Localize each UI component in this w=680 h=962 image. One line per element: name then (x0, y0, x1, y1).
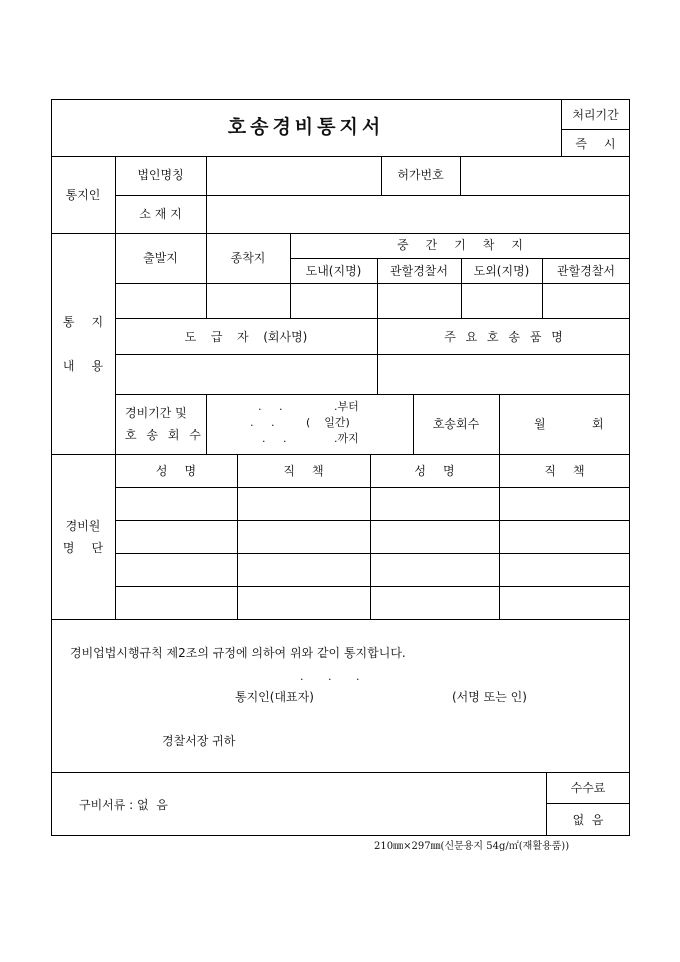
guard-position-header-1: 직 책 (283, 464, 324, 478)
subcontractor-field[interactable] (116, 355, 376, 393)
processing-period-label: 처리기간 (572, 108, 619, 122)
divider (546, 803, 630, 804)
divider (51, 233, 630, 234)
sign-label: (서명 또는 인) (452, 690, 527, 704)
corp-name-label: 법인명칭 (137, 168, 184, 182)
date-from-suffix: .부터 (334, 400, 359, 413)
divider (51, 156, 630, 157)
divider (115, 487, 630, 488)
declaration-statement: 경비업법시행규칙 제2조의 규정에 의하여 위와 같이 통지합니다. (70, 646, 406, 660)
notifier-section-label: 통지인 (65, 188, 101, 202)
date-from-dots: . . (258, 400, 283, 413)
notifier-rep-label: 통지인(대표자) (235, 690, 314, 704)
period-label-2: 호 송 회 수 (125, 428, 204, 442)
divider (115, 195, 630, 196)
divider (115, 553, 630, 554)
guard-name-header-2: 성 명 (414, 464, 455, 478)
form-title: 호송경비통지서 (227, 116, 385, 138)
divider (499, 394, 500, 454)
divider (370, 454, 371, 619)
declaration-date-dots: . . . (300, 670, 360, 683)
main-goods-label: 주 요 호 송 품 명 (444, 330, 563, 344)
destination-label: 종착지 (230, 251, 266, 265)
divider (51, 619, 630, 620)
date-to-dots: . . (262, 432, 287, 445)
in-province-label: 도내(지명) (305, 264, 362, 278)
fee-value: 없 음 (572, 813, 604, 827)
police-field-2[interactable] (543, 284, 629, 317)
guard-position-header-2: 직 책 (544, 464, 585, 478)
divider (561, 129, 630, 130)
divider (499, 454, 500, 619)
address-label: 소 재 지 (139, 207, 182, 221)
content-section-label-2: 내 용 (62, 359, 104, 373)
monthly-label: 월 (534, 417, 546, 431)
police-label-2: 관할경찰서 (557, 264, 615, 278)
out-province-field[interactable] (462, 284, 541, 317)
processing-period-value: 즉 시 (575, 137, 616, 151)
subcontractor-label: 도 급 자 (회사명) (184, 330, 308, 344)
destination-field[interactable] (207, 284, 289, 317)
guards-section-label-2: 명 단 (62, 541, 104, 555)
divider (115, 318, 630, 319)
paper-spec: 210㎜×297㎜(신문용지 54g/㎡(재활용품)) (374, 841, 570, 852)
guard-name-header-1: 성 명 (155, 464, 197, 478)
period-label-1: 경비기간 및 (125, 406, 187, 420)
divider (115, 586, 630, 587)
divider (460, 156, 461, 195)
divider (115, 520, 630, 521)
departure-field[interactable] (116, 284, 205, 317)
stopover-label: 중 간 기 착 지 (396, 238, 524, 252)
date-days-suffix: ( 일간) (306, 416, 350, 429)
required-docs: 구비서류 : 없 음 (79, 798, 168, 812)
divider (51, 454, 630, 455)
date-to-suffix: .까지 (334, 432, 359, 445)
divider (115, 394, 630, 395)
divider (290, 258, 630, 259)
divider (237, 454, 238, 619)
escort-count-label: 호송회수 (432, 417, 480, 431)
guards-section-label-1: 경비원 (65, 519, 101, 533)
police-label-1: 관할경찰서 (390, 264, 448, 278)
divider (51, 772, 630, 773)
content-section-label-1: 통 지 (62, 315, 104, 329)
times-label: 회 (592, 417, 604, 431)
recipient: 경찰서장 귀하 (162, 734, 236, 748)
divider (115, 454, 116, 619)
date-days-dots: . . (250, 416, 275, 429)
out-province-label: 도외(지명) (473, 264, 530, 278)
police-field-1[interactable] (378, 284, 460, 317)
license-no-label: 허가번호 (397, 168, 444, 182)
divider (206, 394, 207, 454)
in-province-field[interactable] (291, 284, 376, 317)
main-goods-field[interactable] (378, 355, 629, 393)
departure-label: 출발지 (143, 251, 178, 265)
fee-label: 수수료 (570, 781, 606, 795)
